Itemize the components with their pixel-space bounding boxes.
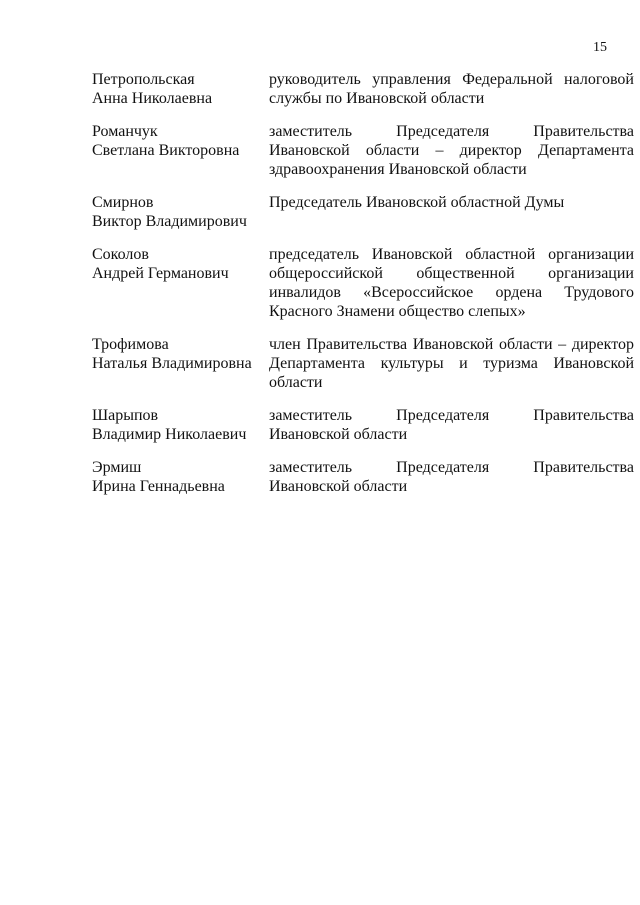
list-item (92, 245, 634, 321)
member-given-names: Ирина Геннадьевна (92, 478, 225, 495)
list-item (92, 335, 634, 392)
member-position: руководитель управления Федеральной налоговой службы по Ивановской области (269, 71, 634, 107)
member-given-names: Виктор Владимирович (92, 213, 247, 230)
member-position: председатель Ивановской областной организации общероссийской общественной организации инвалидов «Всероссийское ордена Трудового Красного Знамени общество слепых» (269, 246, 634, 320)
member-given-names: Анна Николаевна (92, 90, 213, 107)
member-position: заместитель Председателя Правительства Ивановской области (269, 459, 634, 495)
page-number: 15 (593, 40, 607, 55)
member-name (92, 193, 269, 231)
member-surname: Романчук (92, 123, 158, 140)
member-surname: Петропольская (92, 71, 195, 88)
list-item (92, 193, 634, 231)
member-surname: Смирнов (92, 194, 154, 211)
member-name (92, 70, 269, 108)
list-item (92, 122, 634, 179)
member-surname: Трофимова (92, 336, 169, 353)
member-given-names: Наталья Владимировна (92, 355, 252, 372)
member-surname: Эрмиш (92, 459, 142, 476)
member-name (92, 406, 269, 444)
member-name (92, 458, 269, 496)
member-name (92, 245, 269, 321)
member-given-names: Владимир Николаевич (92, 426, 247, 443)
list-item (92, 458, 634, 496)
member-position: Председатель Ивановской областной Думы (269, 194, 565, 211)
members-list (92, 70, 634, 510)
member-position: член Правительства Ивановской области – директор Департамента культуры и туризма Ивановской области (269, 336, 634, 391)
member-given-names: Светлана Викторовна (92, 142, 240, 159)
member-name (92, 335, 269, 392)
member-position: заместитель Председателя Правительства Ивановской области (269, 407, 634, 443)
member-position: заместитель Председателя Правительства Ивановской области – директор Департамента здравоохранения Ивановской области (269, 123, 634, 178)
member-name (92, 122, 269, 179)
member-surname: Шарыпов (92, 407, 159, 424)
member-surname: Соколов (92, 246, 149, 263)
list-item (92, 406, 634, 444)
list-item (92, 70, 634, 108)
member-given-names: Андрей Германович (92, 265, 229, 282)
